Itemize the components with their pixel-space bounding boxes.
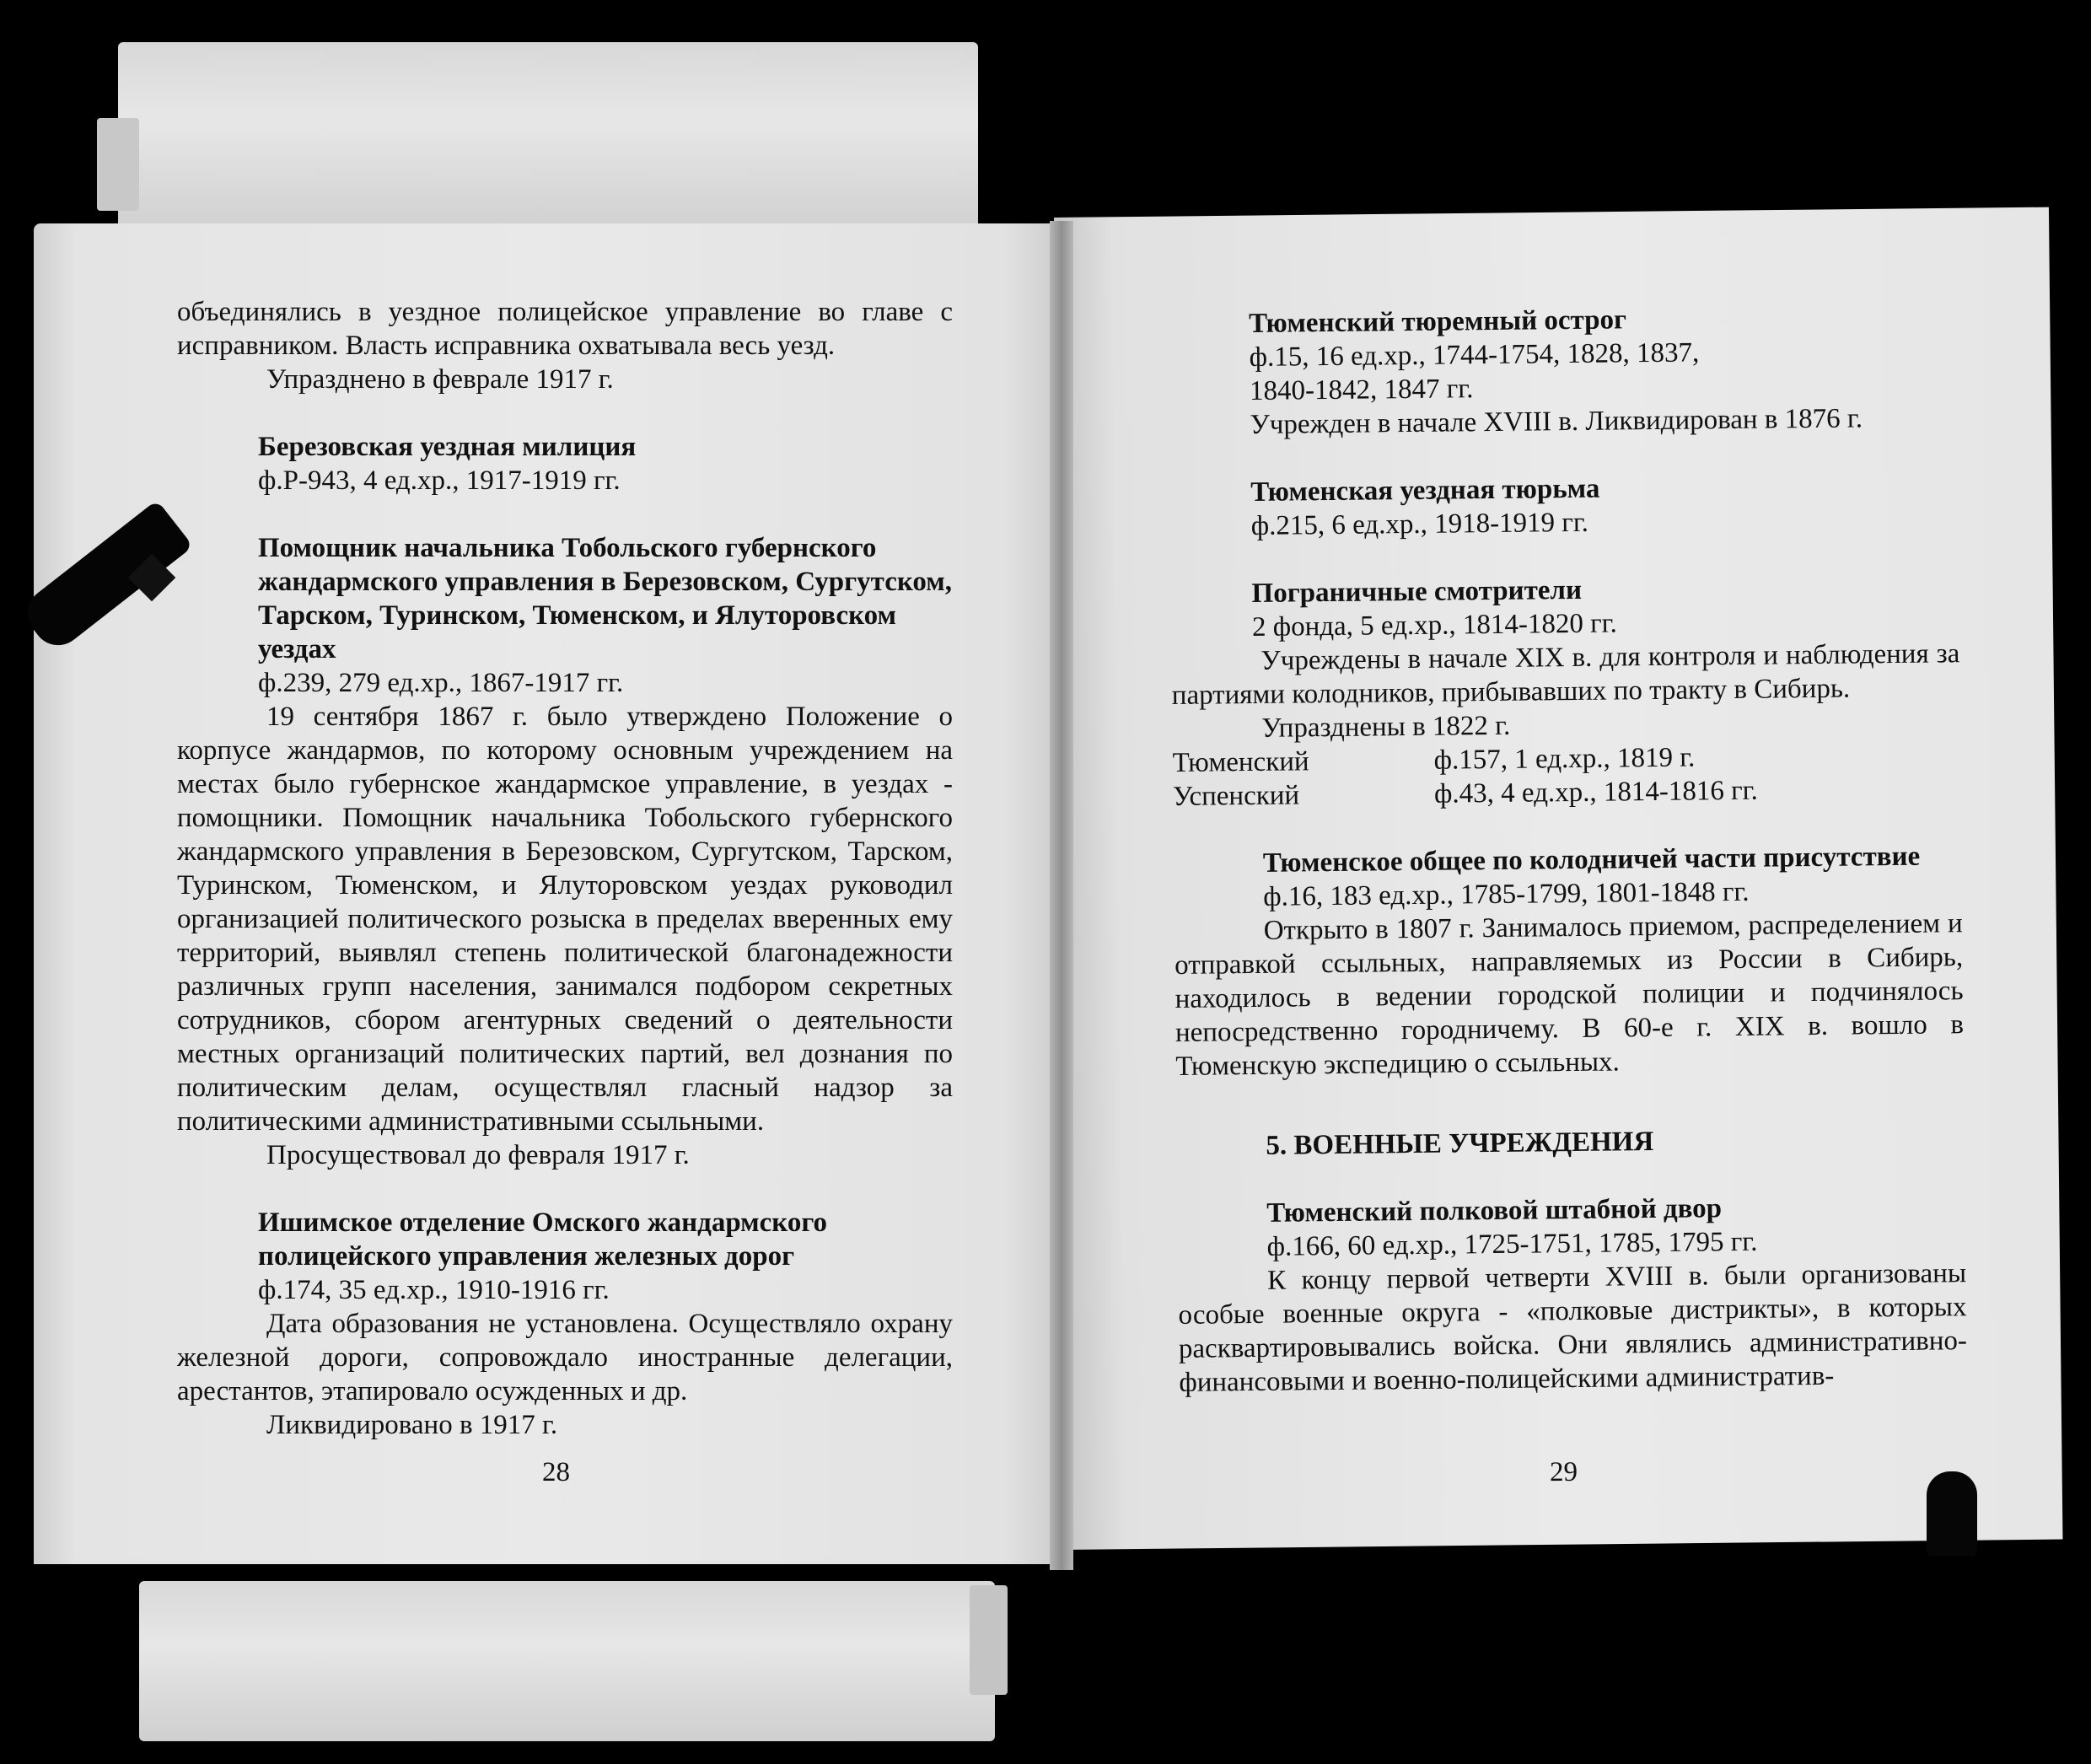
entry-heading: Тюменское общее по колодничей части присутствие: [1262, 841, 1921, 879]
fond-reference: ф.16, 183 ед.хр., 1785-1799, 1801-1848 гг.: [1263, 876, 1750, 912]
page-stack-top-edge: [97, 118, 139, 211]
entry-heading: Тюменский тюремный острог: [1249, 304, 1627, 339]
entry-description: Открыто в 1807 г. Занималось приемом, распределением и отправкой ссыльных, направляемых из России в Сибирь, находилось в ведении городской полиции и подчинялось непосредственно городничему. В 60-е г. XIX в. вошло в Тюменскую экспедицию о ссыльных.: [1174, 908, 1965, 1082]
fond-reference: ф.215, 6 ед.хр., 1918-1919 гг.: [1250, 507, 1589, 541]
section-heading: 5. ВОЕННЫЕ УЧРЕЖДЕНИЯ: [1266, 1127, 1654, 1161]
book-gutter: [1050, 221, 1073, 1570]
entry-heading: Тюменский полковой штабной двор: [1266, 1193, 1723, 1229]
entry-heading: Пограничные смотрители: [1251, 574, 1583, 609]
fond-reference: ф.166, 60 ед.хр., 1725-1751, 1785, 1795 гг.: [1266, 1226, 1758, 1262]
entry-description: Учреждены в начале XIX в. для контроля и наблюдения за партиями колодников, прибывавших по тракту в Сибирь.: [1171, 638, 1960, 711]
fond-reference: ф.Р-943, 4 ед.хр., 1917-1919 гг.: [258, 465, 621, 496]
abolished-note: Ликвидировано в 1917 г.: [266, 1410, 558, 1440]
paragraph-continuation: объединялись в уездное полицейское управление во главе с исправником. Власть исправника охватывала весь уезд.: [177, 297, 953, 361]
entry-heading: Ишимское отделение Омского жандармского полицейского управления железных дорог: [258, 1207, 828, 1272]
page-number: 29: [1549, 1456, 1578, 1488]
fond-reference: ф.15, 16 ед.хр., 1744-1754, 1828, 1837, 1840-1842, 1847 гг.: [1249, 337, 1700, 406]
fond-reference: 2 фонда, 5 ед.хр., 1814-1820 гг.: [1251, 608, 1617, 643]
entry-description: К концу первой четверти XVIII в. были организованы особые военные округа - «полковые дистрикты», в которых расквартировывались войска. Они являлись административно-финансовыми и военно-полицейскими административ-: [1178, 1258, 1968, 1398]
abolished-note: Упразднены в 1822 г.: [1261, 710, 1511, 744]
fond-name: Тюменский: [1172, 746, 1309, 778]
fond-reference: ф.239, 279 ед.хр., 1867-1917 гг.: [258, 668, 624, 698]
entry-heading: Березовская уездная милиция: [258, 432, 637, 462]
entry-description: 19 сентября 1867 г. было утверждено Положение о корпусе жандармов, по которому основным учреждением на местах было губернское жандармское управление, в уездах - помощники. Помощник начальника Тобольского губернского жандармского управления в Березовском, Сургутском, Тарском, Туринском, Тюменском, и Ялуторовском уездах руководил организацией политического розыска в пределах вверенных ему территорий, выявлял степень политической благонадежности различных групп населения, занимался подбором секретных сотрудников, сбором агентурных сведений о деятельности местных организаций политических партий, вел дознания по политическим делам, осуществлял гласный надзор за политическими административными ссыльными.: [177, 702, 953, 1137]
abolished-note: Просуществовал до февраля 1917 г.: [266, 1140, 690, 1170]
page-clip-right: [1927, 1471, 1977, 1556]
left-page-text: [177, 295, 953, 1442]
entry-heading: Помощник начальника Тобольского губернского жандармского управления в Березовском, Сургутском, Тарском, Туринском, Тюменском, и Ялуторовском уездах: [258, 533, 953, 664]
entry-heading: Тюменская уездная тюрьма: [1250, 473, 1600, 508]
fond-reference: ф.157, 1 ед.хр., 1819 г.: [1433, 742, 1696, 776]
page-number: 28: [542, 1457, 570, 1487]
entry-description: Учрежден в начале XVIII в. Ликвидирован в 1876 г.: [1250, 403, 1863, 440]
page-stack-bottom: [139, 1581, 995, 1741]
fond-reference: ф.43, 4 ед.хр., 1814-1816 гг.: [1433, 775, 1758, 809]
entry-description: Дата образования не установлена. Осуществляло охрану железной дороги, сопровождало иностранные делегации, арестантов, этапировало осужденных и др.: [177, 1309, 953, 1406]
page-stack-bottom-edge: [970, 1585, 1008, 1695]
page-stack-top: [118, 42, 978, 236]
fond-name: Успенский: [1172, 780, 1300, 812]
abolished-note: Упразднено в феврале 1917 г.: [266, 364, 614, 395]
fond-reference: ф.174, 35 ед.хр., 1910-1916 гг.: [258, 1275, 610, 1305]
right-page-text: [1168, 299, 1968, 1400]
